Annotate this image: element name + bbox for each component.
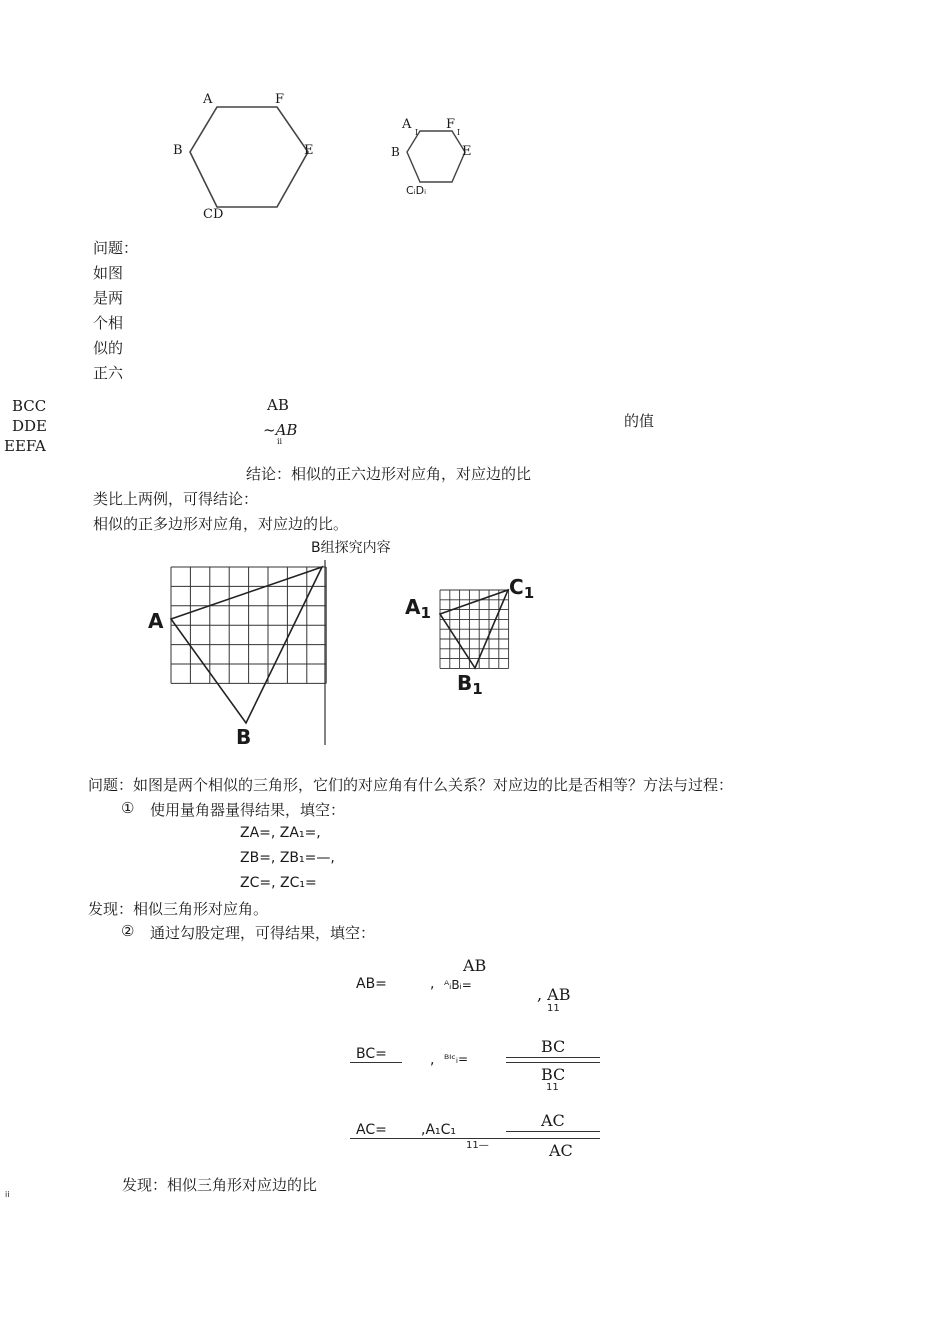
question1-line: 个相	[93, 314, 124, 332]
group-b-title: B组探究内容	[311, 540, 391, 556]
ratio-ab-sub: 11	[547, 1003, 560, 1014]
ac-answer-line	[350, 1138, 600, 1139]
fragment-left-line: BCC	[12, 397, 47, 415]
tri-small-label-a: $A_1$	[405, 595, 431, 622]
comma: ,	[430, 976, 435, 992]
fragment-left-line: EEFA	[4, 437, 46, 455]
analogy-text: 类比上两例，可得结论：	[93, 490, 259, 508]
hex-small-label-f: F	[446, 117, 456, 132]
tri-big-label-a: A	[148, 609, 164, 633]
angle-line-a: ZA=, ZA₁=,	[240, 825, 321, 841]
ratio-bc-bottom: BC	[541, 1065, 566, 1084]
angle-line-b: ZB=, ZB₁=—,	[240, 850, 335, 866]
ratio-bc-sub: 11	[546, 1082, 559, 1093]
hex-small-label-a: A	[402, 117, 412, 132]
ratio-ac-top: AC	[541, 1111, 565, 1130]
ac-sub: 11—	[466, 1140, 489, 1151]
fragment-left-line: DDE	[12, 417, 48, 435]
ratio-bc-line	[506, 1057, 600, 1058]
hex-large-label-f: F	[275, 92, 285, 107]
hex-small-label-a-sub: I	[415, 128, 419, 137]
hex-large-label-e: E	[304, 143, 314, 158]
angle-line-c: ZC=, ZC₁=	[240, 875, 317, 891]
hex-small-label-b: B	[391, 145, 400, 159]
conclusion-hexagon: 结论：相似的正六边形对应角，对应边的比	[246, 465, 532, 483]
step2-number: ②	[121, 922, 135, 940]
hex-large-label-b: B	[173, 143, 183, 158]
tri-small-label-c: $C_1$	[509, 575, 535, 602]
ratio-bc-top: BC	[541, 1037, 566, 1056]
ratio-bc-line-2	[506, 1062, 600, 1063]
question1-line: 如图	[93, 264, 124, 282]
a1c1-label: ,A₁C₁	[421, 1122, 457, 1138]
question1-line: 正六	[93, 364, 124, 382]
ab-label: AB=	[356, 976, 387, 992]
footer-mark: ii	[5, 1190, 10, 1199]
ratio-ab-top: AB	[463, 956, 487, 975]
question1-line: 是两	[93, 289, 124, 307]
question1-line: 似的	[93, 339, 124, 357]
fragment-value-of: 的值	[624, 412, 655, 430]
tri-big-label-b: B	[236, 725, 252, 749]
step1-text: 使用量角器量得结果，填空：	[150, 801, 346, 819]
question2-text: 问题：如图是两个相似的三角形，它们的对应角有什么关系？对应边的比是否相等？方法与过程：	[88, 776, 734, 794]
conclusion-polygon: 相似的正多边形对应角，对应边的比。	[93, 515, 349, 533]
ratio-ac-bottom: AC	[549, 1141, 573, 1160]
hex-small-label-e: E	[462, 144, 472, 159]
fragment-ab-sub: ii	[277, 437, 283, 446]
hex-large-label-cd: CD	[203, 207, 224, 222]
finding2-text: 发现：相似三角形对应边的比	[122, 1176, 318, 1194]
ratio-ab-bottom: , AB	[537, 985, 571, 1004]
step2-text: 通过勾股定理，可得结果，填空：	[150, 924, 376, 942]
b1c1-label: ᴮᴵᶜᵢ=	[444, 1052, 469, 1066]
question1-line: 问题：	[93, 239, 139, 257]
bc-answer-line	[350, 1062, 402, 1063]
fragment-ab: AB	[267, 396, 289, 414]
ac-label: AC=	[356, 1122, 387, 1138]
hex-small-label-cd: CᵢDᵢ	[406, 184, 427, 197]
fragment-ab-ratio: ~AB	[263, 421, 298, 439]
bc-label: BC=	[356, 1046, 387, 1062]
hex-small-label-f-sub: I	[457, 128, 461, 137]
finding1-text: 发现：相似三角形对应角。	[88, 900, 269, 918]
ratio-ac-line	[506, 1131, 600, 1132]
tri-small-label-b: $B_1$	[457, 671, 483, 698]
step1-number: ①	[121, 799, 135, 817]
hex-large-label-a: A	[203, 92, 213, 107]
a1b1-label: ᴬᵢBᵢ=	[444, 978, 472, 992]
comma: ,	[430, 1052, 435, 1068]
